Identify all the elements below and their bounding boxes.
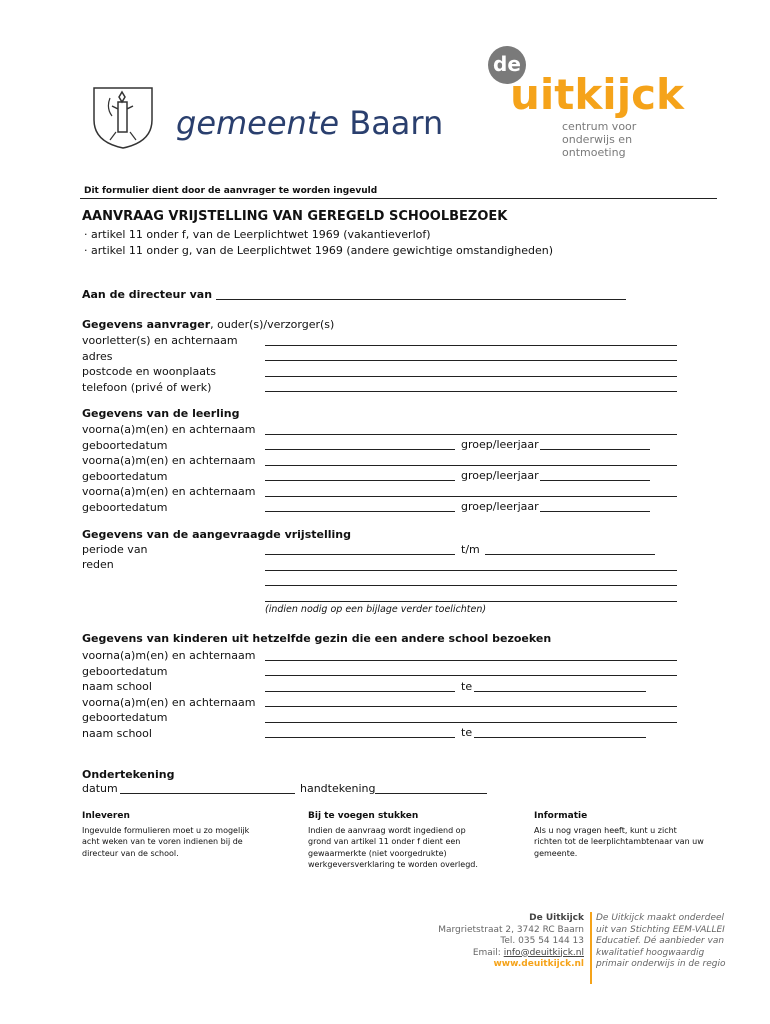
form-title: AANVRAAG VRIJSTELLING VAN GEREGELD SCHOOLBEZOEK <box>82 209 508 224</box>
director-label: Aan de directeur van <box>82 288 213 301</box>
header-rule <box>80 198 717 199</box>
period-from-field[interactable] <box>265 553 455 555</box>
student-heading: Gegevens van de leerling <box>82 407 240 420</box>
field-label: adres <box>82 349 113 363</box>
website-link[interactable]: www.deuitkijck.nl <box>493 959 584 969</box>
attachment-note: (indien nodig op een bijlage verder toelichten) <box>265 604 487 615</box>
signature-field[interactable] <box>375 792 487 794</box>
sibling-name-field[interactable] <box>265 659 677 661</box>
school-place-field[interactable] <box>474 690 646 692</box>
director-field[interactable] <box>216 298 626 300</box>
school-name-field[interactable] <box>265 736 455 738</box>
option-2[interactable]: · artikel 11 onder g, van de Leerplichtwet 1969 (andere gewichtige omstandigheden) <box>84 244 554 257</box>
address-field[interactable] <box>265 359 677 361</box>
student-dob-field[interactable] <box>265 510 455 512</box>
exemption-heading: Gegevens van de aangevraagde vrijstelling <box>82 528 351 541</box>
logo-tagline: centrum voor onderwijs en ontmoeting <box>562 120 637 159</box>
name-field[interactable] <box>265 344 677 346</box>
postcode-field[interactable] <box>265 375 677 377</box>
field-label: telefoon (privé of werk) <box>82 380 212 394</box>
student-labels: voorna(a)m(en) en achternaam geboortedatum voorna(a)m(en) en achternaam geboortedatum voorna(a)m(en) en achternaam geboortedatum <box>82 423 256 514</box>
sibling-dob-field[interactable] <box>265 674 677 676</box>
group-label: groep/leerjaar <box>461 469 539 482</box>
info-column-information: Informatie Als u nog vragen heeft, kunt u zicht richten tot de leerplichtambtenaar van uw gemeente. <box>534 811 704 858</box>
siblings-heading: Gegevens van kinderen uit hetzelfde gezin die een andere school bezoeken <box>82 632 552 645</box>
footer-contact: De Uitkijck Margrietstraat 2, 3742 RC Baarn Tel. 035 54 144 13 Email: info@deuitkijck.nl www.deuitkijck.nl <box>438 913 584 969</box>
reason-field[interactable] <box>265 584 677 586</box>
applicant-heading: Gegevens aanvrager, ouder(s)/verzorger(s) <box>82 318 335 331</box>
municipality-name: gemeente Baarn <box>176 104 444 142</box>
group-label: groep/leerjaar <box>461 500 539 513</box>
footer-divider <box>590 912 592 984</box>
option-1[interactable]: · artikel 11 onder f, van de Leerplichtwet 1969 (vakantieverlof) <box>84 228 431 241</box>
applicant-labels <box>82 333 238 395</box>
footer-about: De Uitkijck maakt onderdeel uit van Stichting EEM-VALLEI Educatief. Dé aanbieder van kwalitatief hoogwaardig primair onderwijs in de regio <box>596 913 726 969</box>
signature-heading: Ondertekening <box>82 768 175 781</box>
reason-field[interactable] <box>265 569 677 571</box>
group-field[interactable] <box>540 479 650 481</box>
logo-badge: de <box>488 46 526 84</box>
signature-label: handtekening <box>300 782 376 795</box>
date-label: datum <box>82 782 118 795</box>
info-column-submit: Inleveren Ingevulde formulieren moet u zo mogelijk acht weken van te voren indienen bij de directeur van de school. <box>82 811 250 858</box>
student-name-field[interactable] <box>265 495 677 497</box>
phone-field[interactable] <box>265 390 677 392</box>
period-to-field[interactable] <box>485 553 655 555</box>
school-name-field[interactable] <box>265 690 455 692</box>
siblings-labels: voorna(a)m(en) en achternaam geboortedatum naam school voorna(a)m(en) en achternaam geboortedatum naam school <box>82 649 256 740</box>
field-label: voorletter(s) en achternaam <box>82 334 238 347</box>
student-name-field[interactable] <box>265 464 677 466</box>
until-label: t/m <box>461 543 480 556</box>
group-label: groep/leerjaar <box>461 438 539 451</box>
info-column-attachments: Bij te voegen stukken Indien de aanvraag wordt ingediend op grond van artikel 11 onder f dient een gewaarmerkte (niet voorgedrukte) werkgeversverklaring te worden overlegd. <box>308 811 478 869</box>
date-field[interactable] <box>120 792 295 794</box>
coat-of-arms-icon <box>88 80 158 150</box>
logo-word: uitkijck <box>510 70 684 119</box>
student-dob-field[interactable] <box>265 448 455 450</box>
reason-field[interactable] <box>265 600 677 602</box>
te-label: te <box>461 680 473 693</box>
student-name-field[interactable] <box>265 433 677 435</box>
group-field[interactable] <box>540 448 650 450</box>
sibling-dob-field[interactable] <box>265 721 677 723</box>
field-label: postcode en woonplaats <box>82 365 217 378</box>
reason-label: reden <box>82 558 114 571</box>
group-field[interactable] <box>540 510 650 512</box>
period-label: periode van <box>82 543 148 556</box>
form-notice: Dit formulier dient door de aanvrager te worden ingevuld <box>84 186 378 196</box>
student-dob-field[interactable] <box>265 479 455 481</box>
sibling-name-field[interactable] <box>265 705 677 707</box>
te-label: te <box>461 726 473 739</box>
email-link[interactable]: info@deuitkijck.nl <box>503 947 584 958</box>
school-place-field[interactable] <box>474 736 646 738</box>
